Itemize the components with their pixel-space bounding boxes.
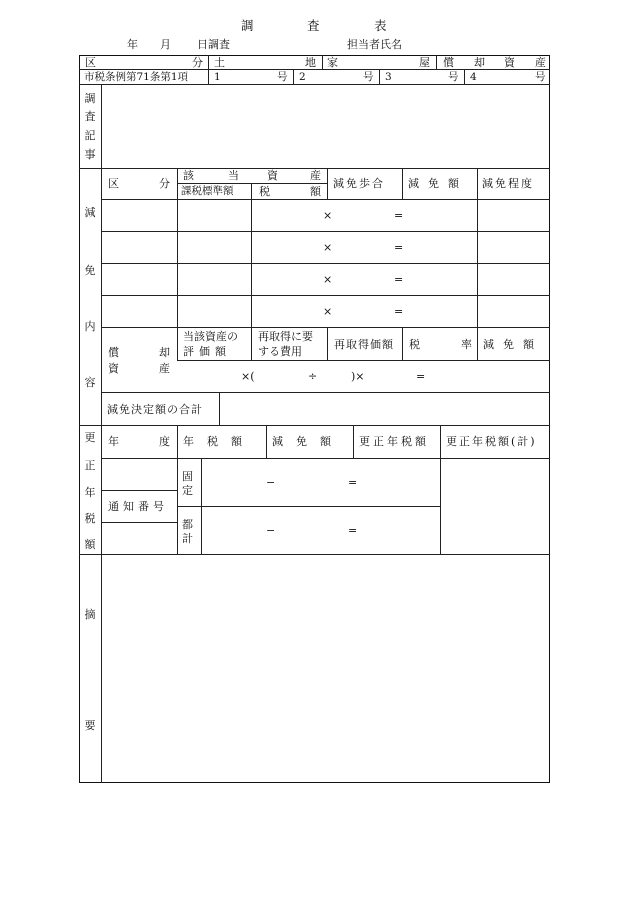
item-1-go: 号	[277, 71, 288, 83]
divider	[327, 327, 328, 360]
remarks-label-1: 摘	[84, 608, 96, 621]
cost-line2: する費用	[258, 345, 302, 358]
depreciable-4: 産	[535, 56, 546, 69]
red-bun: 分	[159, 177, 170, 190]
asset-head-2: 当	[228, 169, 239, 182]
remarks-label-2: 要	[84, 719, 96, 732]
fixed-tei: 定	[182, 484, 193, 497]
divider	[177, 506, 440, 507]
divider	[177, 168, 178, 360]
row2-times: ×	[323, 241, 333, 254]
reduction-label-4: 容	[84, 376, 96, 389]
city-equals: =	[348, 524, 358, 537]
divider	[464, 69, 465, 84]
row4-equals: =	[394, 305, 404, 318]
item-3-go: 号	[448, 71, 459, 83]
divider	[79, 425, 550, 426]
divider	[402, 327, 403, 360]
fixed-ko: 固	[182, 470, 193, 483]
header-month: 月	[160, 38, 171, 51]
dep-sho: 償	[108, 346, 119, 359]
reduction-label-2: 免	[84, 264, 96, 277]
annual-tax-label: 年税額	[183, 435, 255, 448]
fixed-minus: −	[266, 476, 276, 489]
reacq-value-label: 再取得価額	[334, 338, 394, 351]
divider	[79, 69, 550, 70]
divider	[101, 490, 177, 491]
divider	[101, 295, 550, 296]
depreciable-1: 償	[443, 56, 454, 69]
divider	[101, 522, 177, 523]
divider	[101, 231, 550, 232]
asset-head-3: 資	[267, 169, 278, 182]
nendo-nen: 年	[108, 435, 119, 448]
eval-line1: 当該資産の	[183, 330, 238, 343]
survey-label-4: 事	[84, 148, 96, 161]
formula-close-times: )×	[351, 370, 365, 383]
house-ka: 家	[327, 56, 338, 69]
divider	[440, 425, 441, 554]
tax-base-label: 課税標準額	[181, 185, 234, 197]
city-to: 都	[182, 518, 193, 531]
tax-rate-zei: 税	[409, 338, 420, 351]
nendo-do: 度	[159, 435, 170, 448]
item-3: 3	[385, 71, 392, 83]
item-4: 4	[470, 71, 477, 83]
divider	[208, 55, 209, 84]
header-year: 年	[127, 38, 138, 51]
item-2: 2	[299, 71, 306, 83]
survey-label-3: 記	[84, 129, 96, 142]
divider	[322, 55, 323, 69]
row3-times: ×	[323, 273, 333, 286]
divider	[177, 425, 178, 554]
land-chi: 地	[305, 56, 316, 69]
survey-label-2: 査	[84, 110, 96, 123]
city-kei: 計	[182, 532, 193, 545]
house-oku: 屋	[419, 56, 430, 69]
row1-equals: =	[394, 209, 404, 222]
divider	[436, 55, 437, 69]
form-frame	[79, 55, 550, 783]
asset-head-1: 該	[183, 169, 194, 182]
divider	[177, 360, 550, 361]
corr-reduction-label: 減免額	[272, 435, 344, 448]
formula-div: ÷	[308, 370, 318, 383]
tax-rate-ritsu: 率	[461, 338, 472, 351]
header-day-survey: 日調査	[197, 38, 230, 51]
divider	[101, 392, 550, 393]
divider	[266, 425, 267, 458]
correction-label-4: 税	[84, 512, 96, 525]
correction-label-2: 正	[84, 459, 96, 472]
divider	[379, 69, 380, 84]
red-kubun: 区	[108, 177, 119, 190]
dep-shi: 資	[108, 362, 119, 375]
depreciable-2: 却	[474, 56, 485, 69]
dep-san: 産	[159, 362, 170, 375]
divider	[79, 84, 550, 85]
corrected-total-label: 更正年税額(計)	[446, 435, 537, 448]
bun-label: 分	[192, 56, 203, 69]
dep-kyaku: 却	[159, 346, 170, 359]
reduction-label-1: 減	[84, 206, 96, 219]
divider	[293, 69, 294, 84]
header-person-in-charge: 担当者氏名	[347, 38, 402, 51]
depreciable-3: 資	[504, 56, 515, 69]
formula-equals: =	[416, 370, 426, 383]
title-char-3: 表	[374, 18, 387, 33]
city-minus: −	[266, 524, 276, 537]
land-do: 土	[214, 56, 225, 69]
amount-label: 減免額	[408, 177, 468, 190]
divider	[327, 168, 328, 199]
asset-head-4: 産	[310, 169, 321, 182]
divider	[201, 458, 202, 554]
divider	[353, 425, 354, 458]
divider	[101, 199, 550, 200]
eval-line2: 評価額	[183, 345, 231, 358]
degree-label: 減免程度	[482, 177, 534, 190]
total-label: 減免決定額の合計	[107, 403, 203, 416]
survey-label-1: 調	[84, 92, 96, 105]
ordinance-label: 市税条例第71条第1項	[84, 71, 189, 83]
item-1: 1	[214, 71, 221, 83]
rate-label: 減免歩合	[333, 177, 385, 190]
item-2-go: 号	[363, 71, 374, 83]
dep-reduction-amount: 減免額	[483, 338, 543, 351]
correction-label-3: 年	[84, 486, 96, 499]
kubun-label: 区	[85, 56, 96, 69]
divider	[101, 263, 550, 264]
notice-no-label: 通知番号	[108, 500, 168, 513]
divider	[79, 554, 550, 555]
title-char-1: 調	[241, 18, 254, 33]
row4-times: ×	[323, 305, 333, 318]
cost-line1: 再取得に要	[258, 330, 313, 343]
tax-zei: 税	[259, 185, 270, 198]
formula-times-paren: ×(	[241, 370, 255, 383]
title-char-2: 査	[307, 18, 320, 33]
divider	[101, 327, 550, 328]
correction-label-1: 更	[84, 431, 96, 444]
divider	[177, 183, 327, 184]
divider	[101, 458, 550, 459]
divider	[402, 168, 403, 199]
divider	[251, 183, 252, 327]
divider	[251, 327, 252, 360]
correction-label-5: 額	[84, 538, 96, 551]
corrected-tax-label: 更正年税額	[359, 435, 429, 448]
fixed-equals: =	[348, 476, 358, 489]
tax-gaku: 額	[310, 185, 321, 198]
row1-times: ×	[323, 209, 333, 222]
divider	[477, 168, 478, 360]
divider	[101, 84, 102, 783]
row3-equals: =	[394, 273, 404, 286]
divider	[219, 392, 220, 425]
item-4-go: 号	[535, 71, 546, 83]
reduction-label-3: 内	[84, 320, 96, 333]
row2-equals: =	[394, 241, 404, 254]
